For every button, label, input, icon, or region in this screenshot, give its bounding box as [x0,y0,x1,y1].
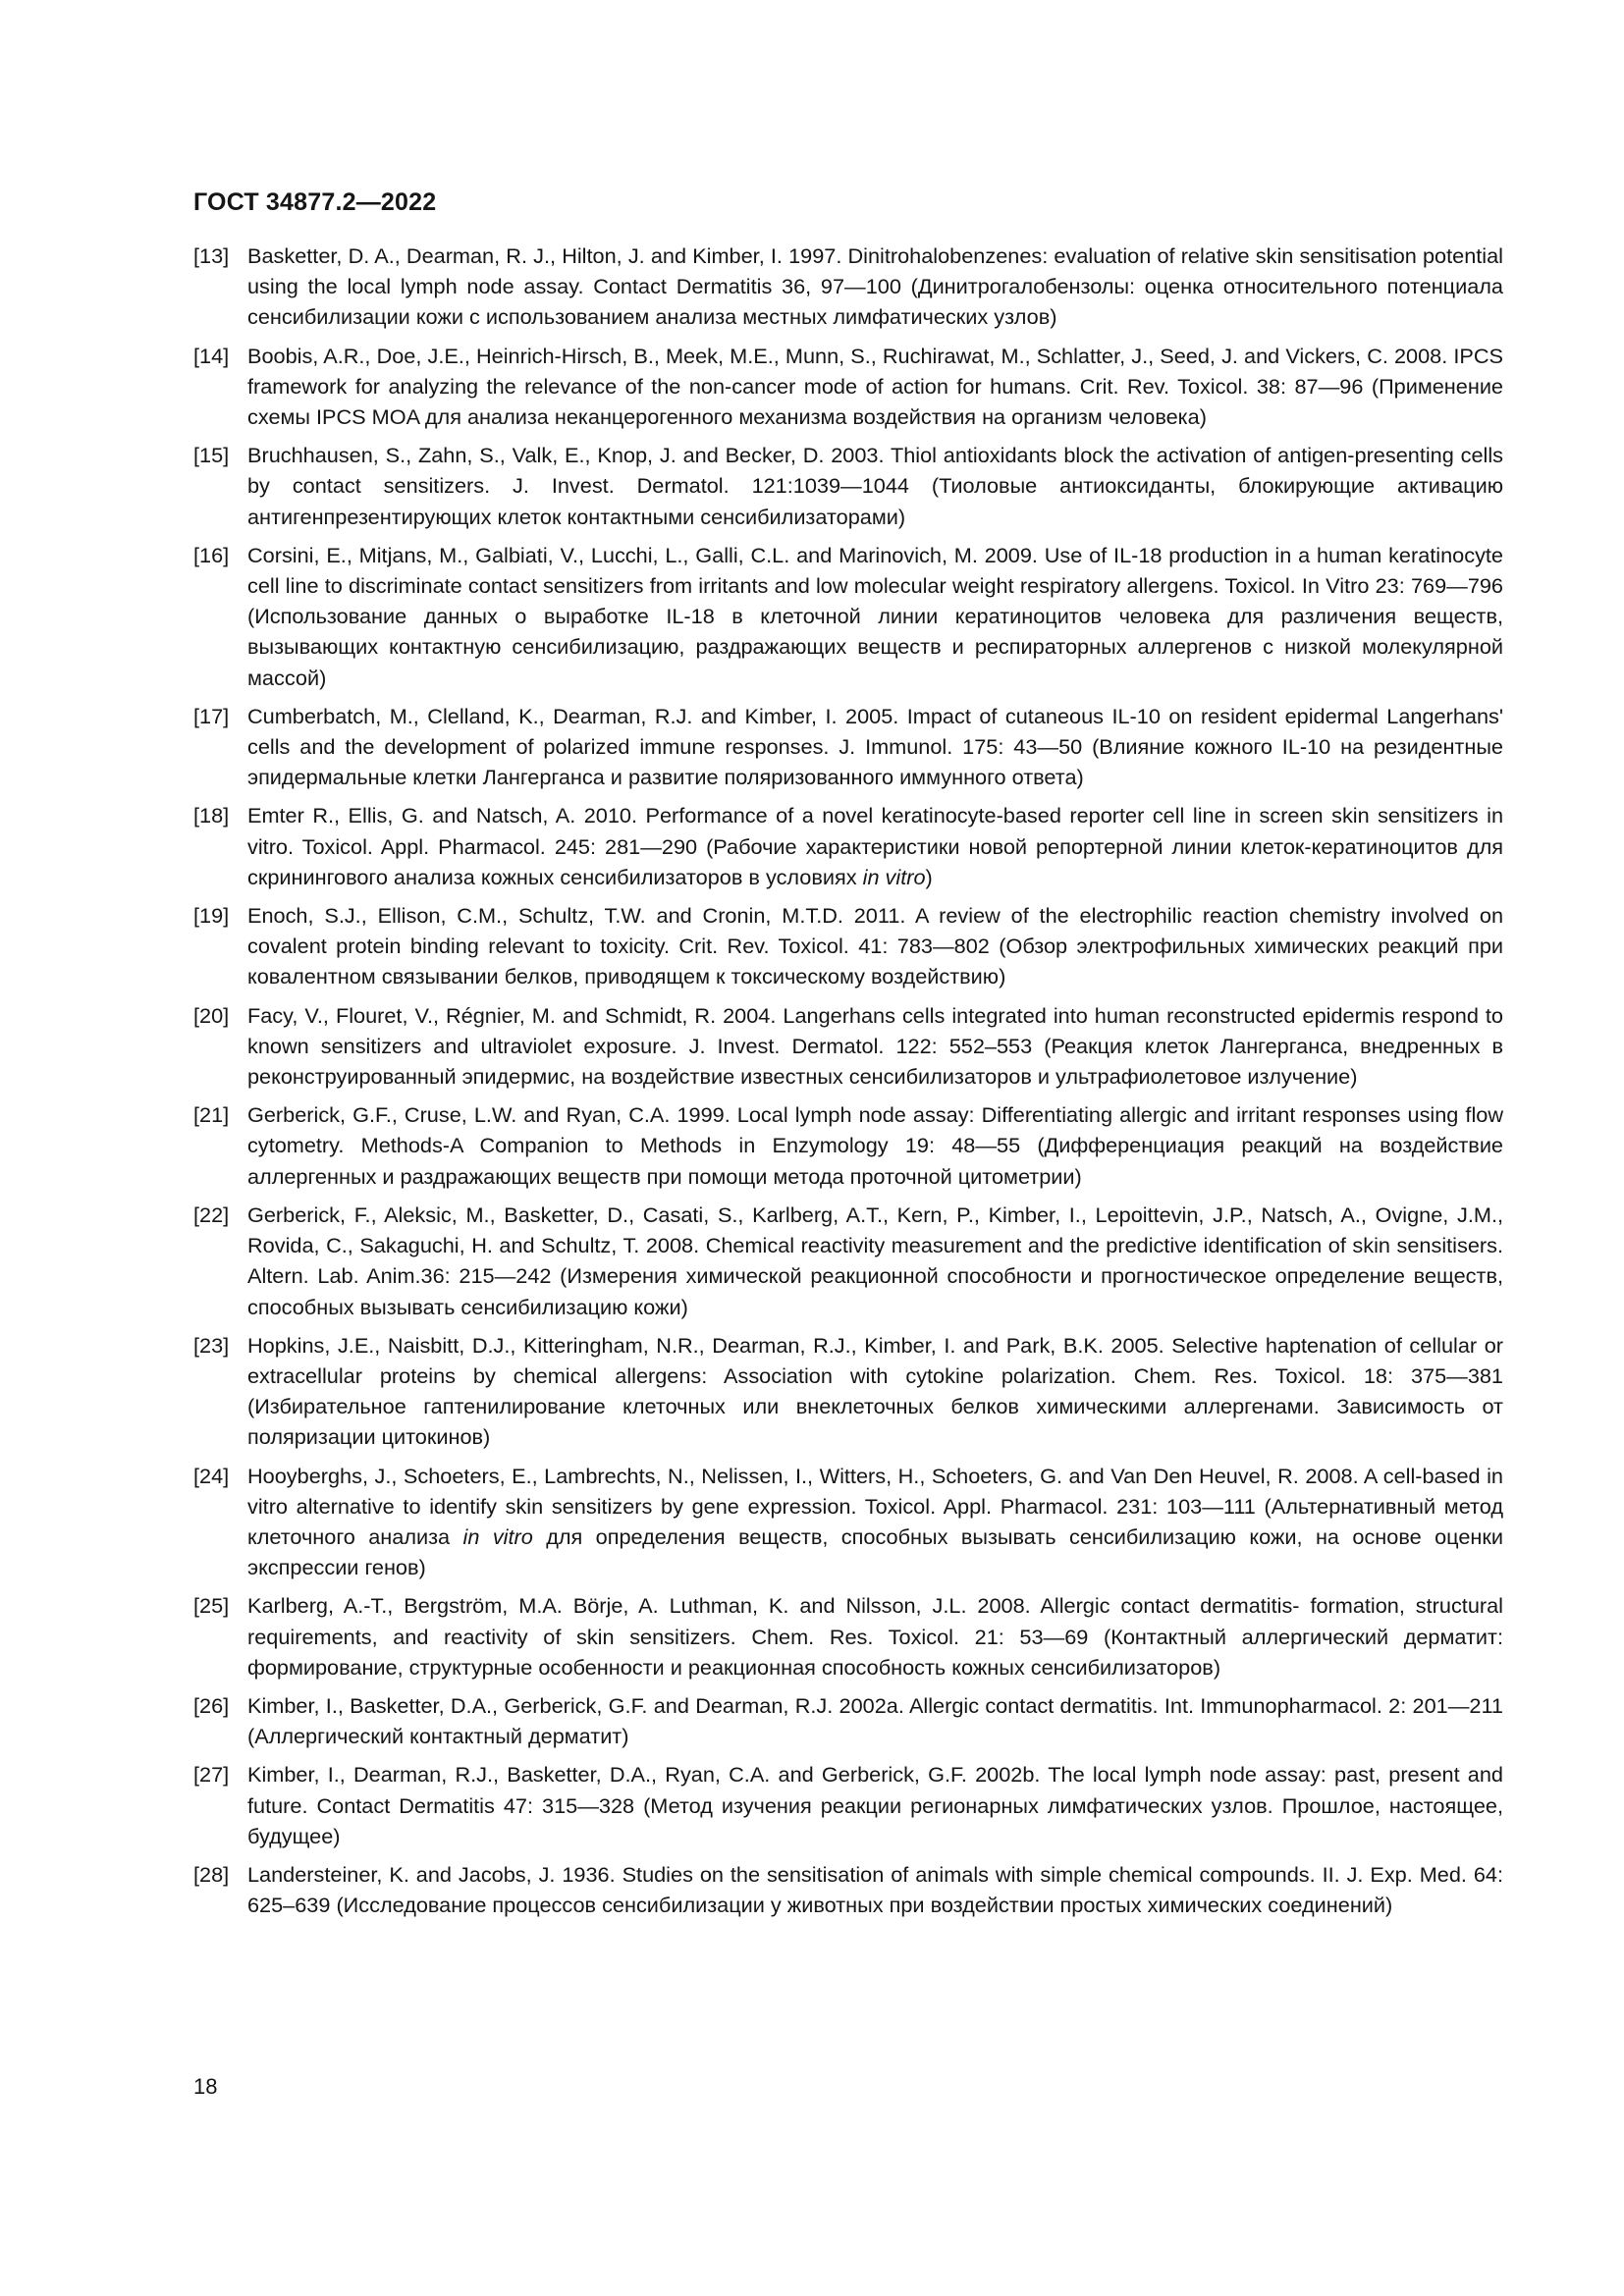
reference-text: Hopkins, J.E., Naisbitt, D.J., Kitteringham, N.R., Dearman, R.J., Kimber, I. and Park, B.K. 2005. Selective haptenation of cellular or extracellular proteins by chemical allergens: Association with cytokine polarization. Chem. Res. Toxicol. 18: 375—381 (Избирательное гаптенилирование клеточных или внеклеточных белков химическими аллергенами. Зависимость от поляризации цитокинов) [247,1332,1503,1450]
reference-label: [27] [193,1762,230,1788]
reference-item [193,540,1503,693]
reference-label: [20] [193,1002,230,1028]
reference-item [193,1690,1503,1751]
reference-item [193,1859,1503,1920]
reference-text: Boobis, A.R., Doe, J.E., Heinrich-Hirsch, B., Meek, M.E., Munn, S., Ruchirawat, M., Schlatter, J., Seed, J. and Vickers, C. 2008. IPCS framework for analyzing the relevance of the non-cancer mode of action for humans. Crit. Rev. Toxicol. 38: 87—96 (Применение схемы IPCS MOA для анализа неканцерогенного механизма воздействия на организм человека) [247,343,1503,430]
reference-item [193,240,1503,333]
reference-text: Bruchhausen, S., Zahn, S., Valk, E., Knop, J. and Becker, D. 2003. Thiol antioxidants block the activation of antigen-presenting cells by contact sensitizers. J. Invest. Dermatol. 121:1039—1044 (Тиоловые антиоксиданты, блокирующие активацию антигенпрезентирующих клеток контактными сенсибилизаторами) [247,443,1503,529]
reference-label: [13] [193,243,230,268]
reference-text: Corsini, E., Mitjans, M., Galbiati, V., Lucchi, L., Galli, C.L. and Marinovich, M. 2009. Use of IL-18 production in a human keratinocyte cell line to discriminate contact sensitizers from irritants and low molecular weight respiratory allergens. Toxicol. In Vitro 23: 769—796 (Использование данных о выработке IL-18 в клеточной линии кератиноцитов человека для различения веществ, вызывающих контактную сенсибилизацию, раздражающих веществ и респираторных аллергенов с низкой молекулярной массой) [247,542,1503,690]
reference-label: [28] [193,1861,230,1887]
reference-text: Enoch, S.J., Ellison, C.M., Schultz, T.W. and Cronin, M.T.D. 2011. A review of the electrophilic reaction chemistry involved on covalent protein binding relevant to toxicity. Crit. Rev. Toxicol. 41: 783—802 (Обзор электрофильных химических реакций при ковалентном связывании белков, приводящем к токсическому воздействию) [247,903,1503,989]
reference-text: Kimber, I., Basketter, D.A., Gerberick, G.F. and Dearman, R.J. 2002a. Allergic contact dermatitis. Int. Immunopharmacol. 2: 201—211 (Аллергический контактный дерматит) [247,1692,1503,1749]
reference-item [193,1759,1503,1851]
reference-label: [24] [193,1463,230,1488]
reference-text: Landersteiner, K. and Jacobs, J. 1936. Studies on the sensitisation of animals with simple chemical compounds. II. J. Exp. Med. 64: 625–639 (Исследование процессов сенсибилизации у животных при воздействии простых химических соединений) [247,1861,1503,1918]
reference-list [193,240,1503,1928]
reference-label: [19] [193,903,230,929]
reference-label: [22] [193,1201,230,1227]
reference-item [193,341,1503,433]
reference-item [193,1000,1503,1093]
reference-text: Facy, V., Flouret, V., Régnier, M. and Schmidt, R. 2004. Langerhans cells integrated into human reconstructed epidermis respond to known sensitizers and ultraviolet exposure. J. Invest. Dermatol. 122: 552–553 (Реакция клеток Лангерганса, внедренных в реконструированный эпидермис, на воздействие известных сенсибилизаторов и ультрафиолетовое излучение) [247,1002,1503,1090]
reference-item [193,701,1503,793]
reference-label: [23] [193,1332,230,1358]
reference-text: Karlberg, A.-T., Bergström, M.A. Börje, A. Luthman, K. and Nilsson, J.L. 2008. Allergic contact dermatitis- formation, structural requirements, and reactivity of skin sensitizers. Chem. Res. Toxicol. 21: 53—69 (Контактный аллергический дерматит: формирование, структурные особенности и реакционная способность кожных сенсибилизаторов) [247,1593,1503,1680]
reference-item [193,1099,1503,1192]
reference-text: Cumberbatch, M., Clelland, K., Dearman, R.J. and Kimber, I. 2005. Impact of cutaneous IL-10 on resident epidermal Langerhans' cells and the development of polarized immune responses. J. Immunol. 175: 43—50 (Влияние кожного IL-10 на резидентные эпидермальные клетки Лангерганса и развитие поляризованного иммунного ответа) [247,703,1503,790]
page-number: 18 [193,2074,218,2099]
reference-label: [26] [193,1692,230,1718]
reference-item [193,1200,1503,1322]
reference-text: Kimber, I., Dearman, R.J., Basketter, D.A., Ryan, C.A. and Gerberick, G.F. 2002b. The local lymph node assay: past, present and future. Contact Dermatitis 47: 315—328 (Метод изучения реакции регионарных лимфатических узлов. Прошлое, настоящее, будущее) [247,1762,1503,1848]
reference-item [193,440,1503,532]
document-header-title: ГОСТ 34877.2—2022 [193,188,437,216]
reference-item [193,900,1503,992]
reference-text: Hooyberghs, J., Schoeters, E., Lambrechts, N., Nelissen, I., Witters, H., Schoeters, G. and Van Den Heuvel, R. 2008. A cell-based in vitro alternative to identify skin sensitizers by gene expression. Toxicol. Appl. Pharmacol. 231: 103—111 (Альтернативный метод клеточного анализа in vitro для определения веществ, способных вызывать сенсибилизацию кожи, на основе оценки экспрессии генов) [247,1463,1503,1580]
reference-label: [17] [193,703,230,728]
reference-item [193,800,1503,892]
reference-label: [21] [193,1102,230,1128]
reference-item [193,1461,1503,1583]
reference-text: Gerberick, F., Aleksic, M., Basketter, D., Casati, S., Karlberg, A.T., Kern, P., Kimber, I., Lepoittevin, J.P., Natsch, A., Ovigne, J.M., Rovida, C., Sakaguchi, H. and Schultz, T. 2008. Chemical reactivity measurement and the predictive identification of skin sensitisers. Altern. Lab. Anim.36: 215—242 (Измерения химической реакционной способности и прогностическое определение веществ, способных вызывать сенсибилизацию кожи) [247,1201,1503,1319]
reference-text: Gerberick, G.F., Cruse, L.W. and Ryan, C.A. 1999. Local lymph node assay: Differentiating allergic and irritant responses using flow cytometry. Methods-A Companion to Methods in Enzymology 19: 48—55 (Дифференциация реакций на воздействие аллергенных и раздражающих веществ при помощи метода проточной цитометрии) [247,1102,1503,1189]
reference-label: [14] [193,343,230,368]
reference-label: [18] [193,803,230,828]
reference-item [193,1330,1503,1453]
reference-label: [25] [193,1593,230,1619]
reference-text: Basketter, D. A., Dearman, R. J., Hilton, J. and Kimber, I. 1997. Dinitrohalobenzenes: evaluation of relative skin sensitisation potential using the local lymph node assay. Contact Dermatitis 36, 97—100 (Динитрогалобензолы: оценка относительного потенциала сенсибилизации кожи с использованием анализа местных лимфатических узлов) [247,243,1503,330]
reference-label: [16] [193,542,230,567]
reference-label: [15] [193,443,230,468]
reference-text: Emter R., Ellis, G. and Natsch, A. 2010. Performance of a novel keratinocyte-based reporter cell line in screen skin sensitizers in vitro. Toxicol. Appl. Pharmacol. 245: 281—290 (Рабочие характеристики новой репортерной линии клеток-кератиноцитов для скринингового анализа кожных сенсибилизаторов в условиях in vitro) [247,803,1503,889]
reference-item [193,1590,1503,1682]
